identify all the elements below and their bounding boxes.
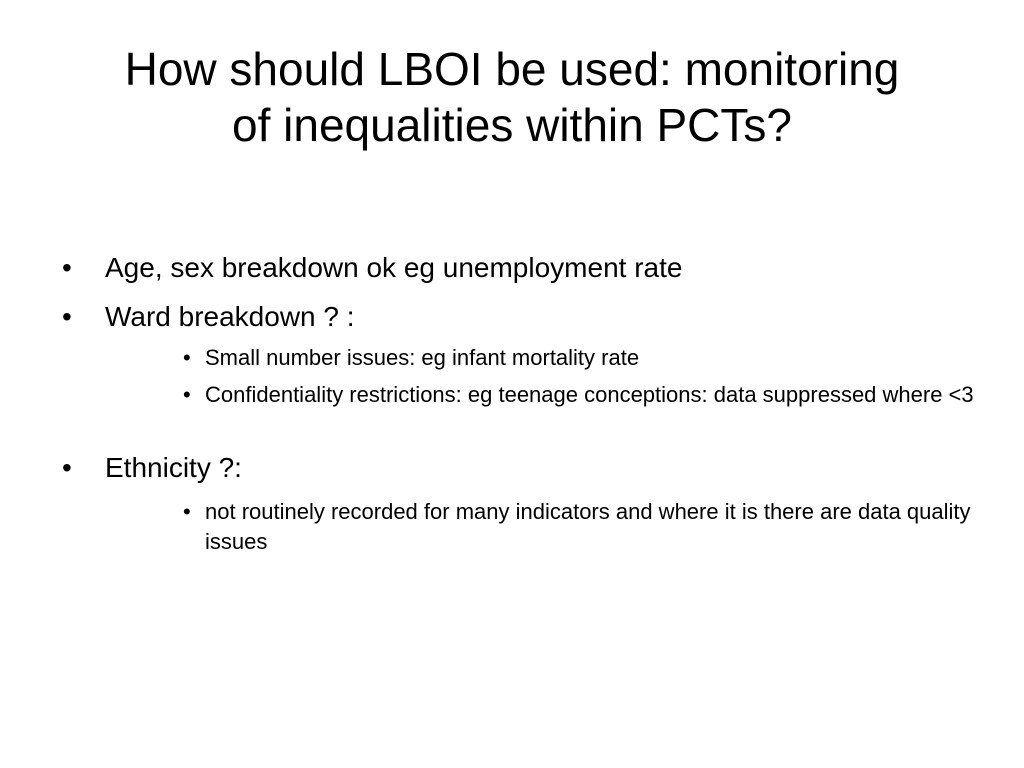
- sub-bullet-text: Small number issues: eg infant mortality rate: [205, 345, 640, 370]
- bullet-marker: •: [62, 452, 72, 483]
- sub-bullet-marker: •: [183, 345, 191, 370]
- sub-bullet-text: not routinely recorded for many indicators and where it is there are data quality issues: [205, 499, 971, 554]
- bullet-text: Ward breakdown ? :: [105, 301, 355, 332]
- bullet-text: Age, sex breakdown ok eg unemployment rate: [105, 252, 683, 283]
- bullet-text: Ethnicity ?:: [105, 452, 242, 483]
- bullet-marker: •: [62, 252, 72, 283]
- slide-title-line-2: of inequalities within PCTs?: [232, 99, 792, 151]
- bullet-marker: •: [62, 301, 72, 332]
- sub-bullet-marker: •: [183, 382, 191, 407]
- sub-bullet-text: Confidentiality restrictions: eg teenage conceptions: data suppressed where <3: [205, 382, 974, 407]
- slide-title-line-1: How should LBOI be used: monitoring: [124, 43, 900, 95]
- sub-bullet-marker: •: [183, 499, 191, 524]
